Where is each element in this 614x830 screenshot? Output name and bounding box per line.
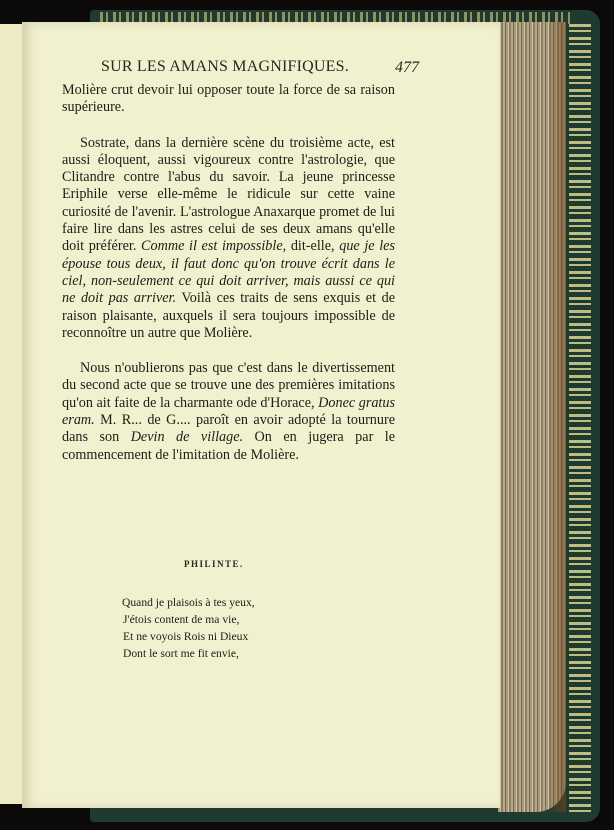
poem-line: Dont le sort me fit envie,: [123, 647, 239, 660]
running-head: [101, 58, 419, 80]
paragraph-2-text-e: Voilà ces traits de sens exquis et de raison plaisante, auxquels il sera toujours impossible de reconnoître un autre que Molière.: [62, 290, 395, 341]
paragraph-3-quote-b: Devin de village.: [130, 429, 244, 446]
paragraph-2-quote-a: Comme il est impossible: [141, 238, 283, 255]
paragraph-3-quote-a: Donec gratus eram.: [62, 394, 395, 429]
page-fore-edge: [498, 22, 566, 812]
paragraph-2-text-c: , dit-elle,: [282, 238, 340, 255]
body-text: [62, 82, 395, 464]
paragraph-2-quote-b: que je les épouse tous deux, il faut donc qu'on trouve écrit dans le ciel, non-seulement ce qui doit arriver, mais aussi ce qui ne doit pas arriver.: [62, 238, 395, 307]
paragraph-2: [62, 135, 395, 343]
running-head-title: SUR LES AMANS MAGNIFIQUES.: [101, 58, 349, 75]
page-number: 477: [395, 59, 419, 76]
paragraph-1: Molière crut devoir lui opposer toute la force de sa raison supérieure.: [62, 82, 395, 116]
paragraph-3: [62, 360, 395, 464]
poem-line: J'étois content de ma vie,: [123, 613, 240, 626]
paragraph-3-text-a: Nous n'oublierons pas que c'est dans le divertissement du second acte que se trouve une des premières imitations qu'on ait faite de la charmante ode d'Horace,: [62, 360, 395, 411]
greek-key-border-right: [566, 24, 594, 814]
poem-line: Et ne voyois Rois ni Dieux: [123, 630, 249, 643]
poem-speaker: PHILINTE.: [184, 559, 244, 569]
paragraph-3-text-c: M. R... de G.... paroît en avoir adopté la tournure dans son: [62, 412, 395, 446]
paragraph-2-text-a: Sostrate, dans la dernière scène du troisième acte, est aussi éloquent, aussi vigoureux contre l'astrologie, que Clitandre contre l'abus du savoir. La jeune princesse Eriphile verse elle-même le ridicule sur cette vaine curiosité de l'avenir. L'astrologue Anaxarque promet de lui faire lire dans les astres celui de ses deux amans qu'elle doit préférer.: [62, 134, 395, 255]
previous-page-edge: [0, 24, 24, 804]
paragraph-3-text-e: On en jugera par le commencement de l'imitation de Molière.: [62, 429, 396, 463]
poem-line: Quand je plaisois à tes yeux,: [122, 596, 255, 609]
book-page: [22, 22, 500, 808]
poem: [122, 594, 255, 662]
